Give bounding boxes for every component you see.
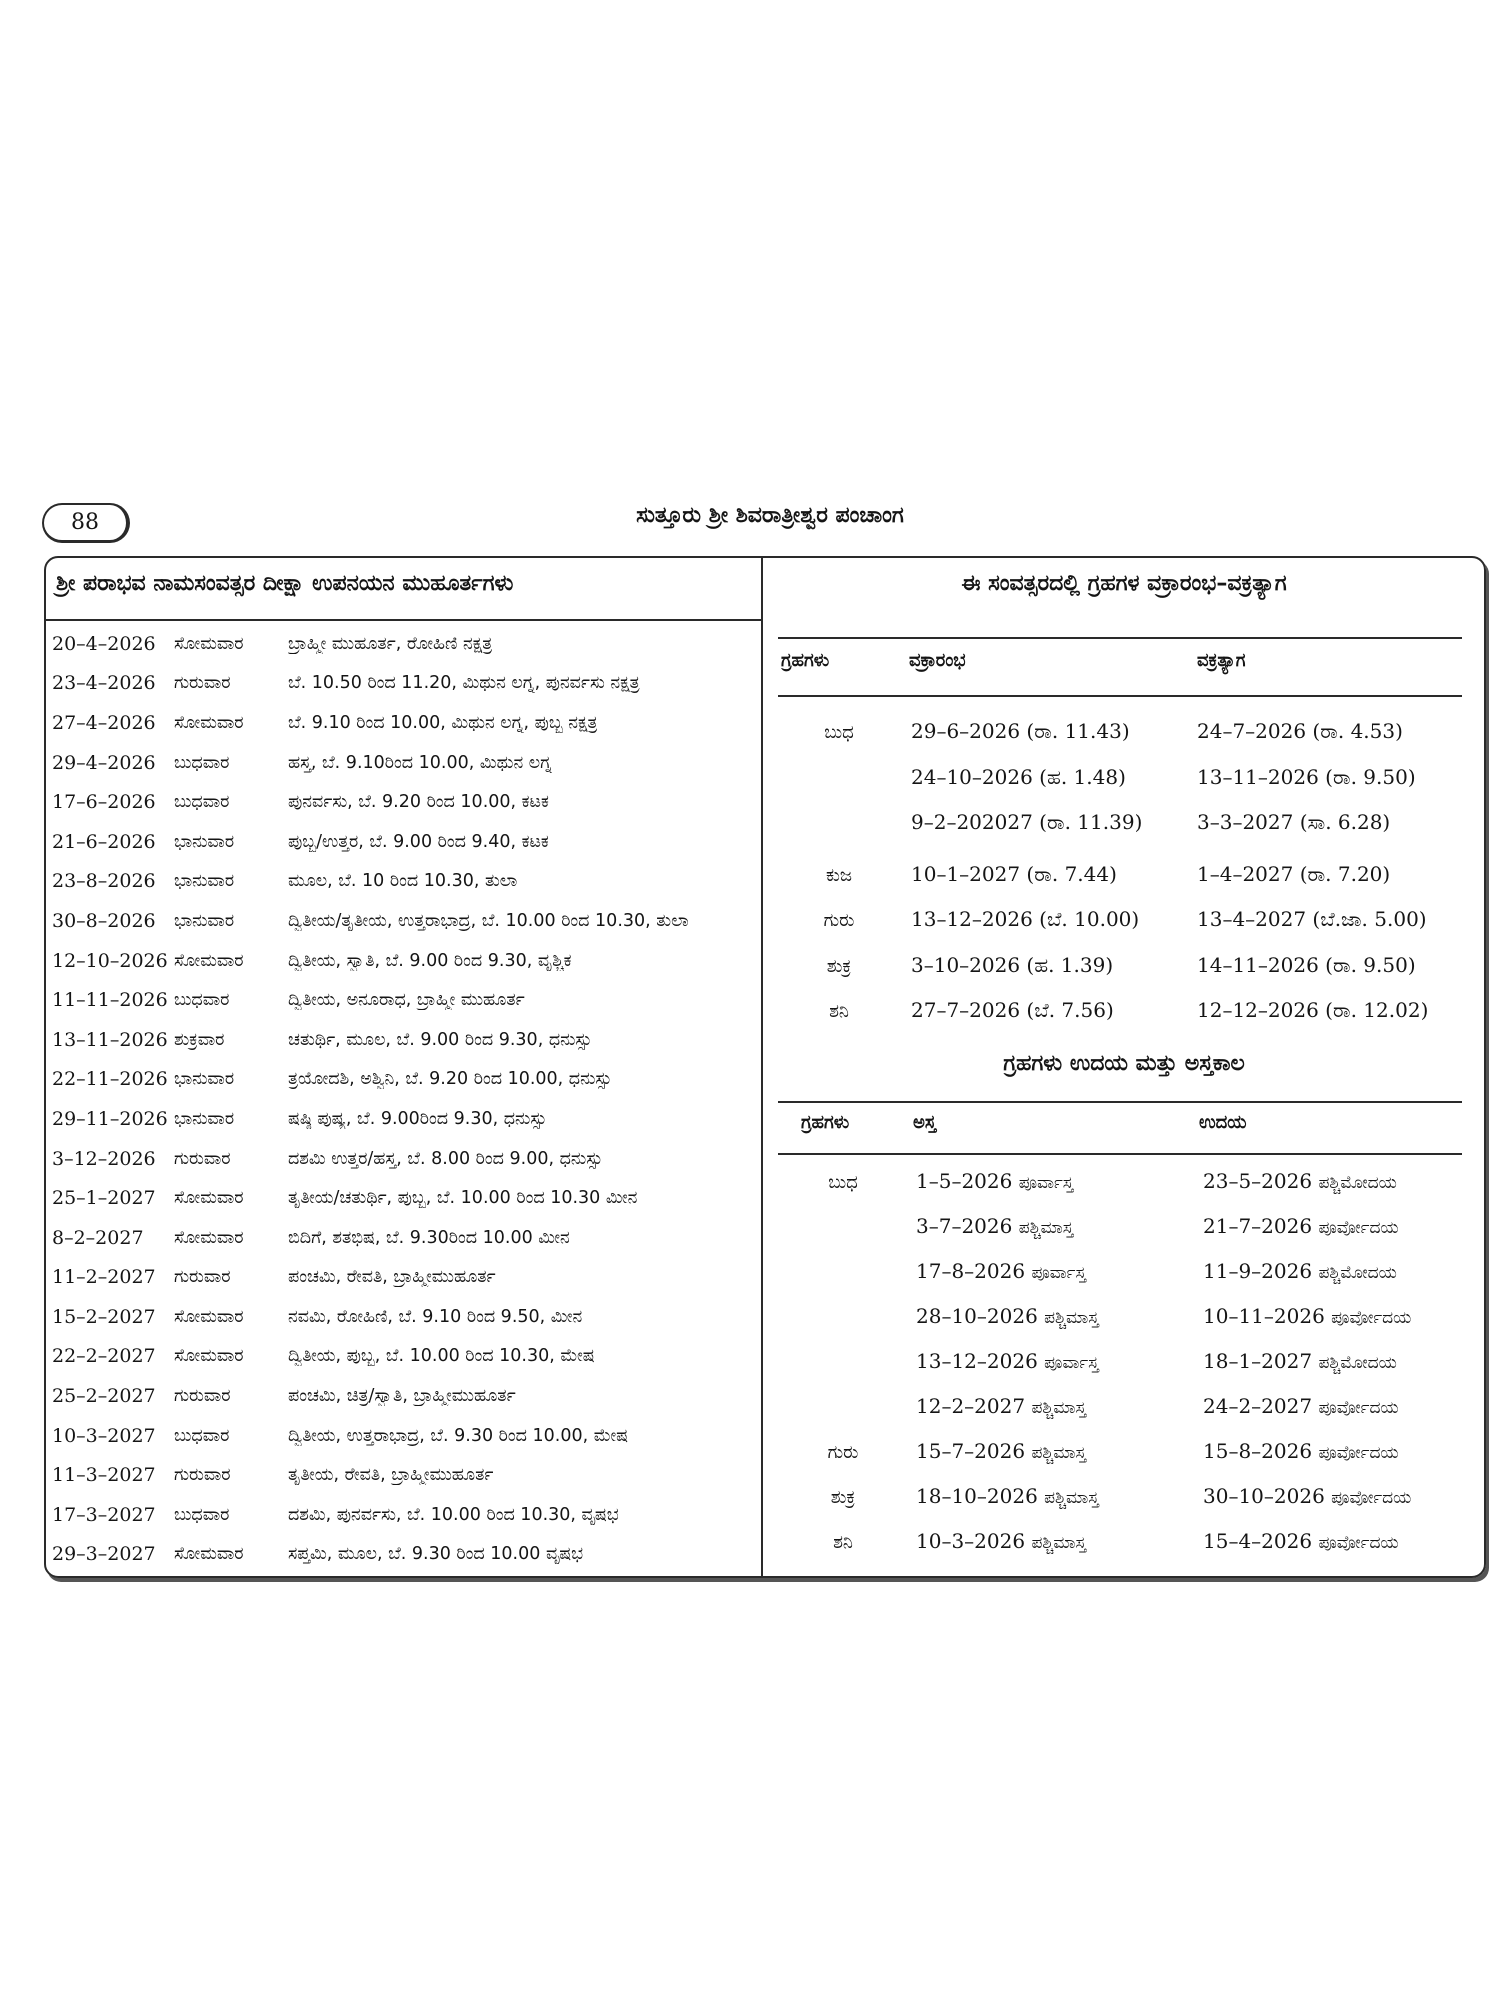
combustion-set (916, 1394, 1086, 1418)
combustion-rise-direction: ಪೂರ್ವೋದಯ (1331, 1308, 1412, 1328)
combustion-set (916, 1349, 1099, 1373)
muhurtha-day: ಭಾನುವಾರ (174, 871, 235, 892)
muhurtha-row (52, 1099, 758, 1139)
muhurtha-date: 23–8–2026 (52, 870, 156, 893)
combustion-rise-date: 15–4–2026 (1203, 1529, 1313, 1553)
muhurtha-row (52, 1139, 758, 1179)
retrograde-end: 13–11–2026 (ರಾ. 9.50) (1197, 765, 1416, 789)
combustion-set-direction: ಪಶ್ಚಿಮಾಸ್ತ (1031, 1533, 1086, 1553)
muhurtha-row (52, 1218, 758, 1258)
combustion-set-date: 17–8–2026 (916, 1259, 1026, 1283)
muhurtha-day: ಬುಧವಾರ (174, 990, 230, 1011)
muhurtha-day: ಸೋಮವಾರ (174, 1227, 244, 1248)
combustion-set (916, 1304, 1099, 1328)
muhurtha-date: 29–11–2026 (52, 1107, 168, 1130)
retrograde-title: ಈ ಸಂವತ್ಸರದಲ್ಲಿ ಗ್ರಹಗಳ ವಕ್ರಾರಂಭ–ವಕ್ರತ್ಯಾಗ (961, 571, 1287, 596)
muhurtha-day: ಬುಧವಾರ (174, 792, 230, 813)
muhurtha-date: 22–11–2026 (52, 1068, 168, 1091)
combustion-header-rule-bottom (778, 1153, 1462, 1155)
combustion-col-planet: ಗ್ರಹಗಳು (801, 1112, 850, 1133)
combustion-rise-date: 18–1–2027 (1203, 1349, 1313, 1373)
muhurtha-day: ಸೋಮವಾರ (174, 1188, 244, 1209)
muhurtha-detail: ತೃತೀಯ/ಚತುರ್ಥಿ, ಪುಬ್ಬ, ಬೆ. 10.00 ರಿಂದ 10.30 ಮೀನ (288, 1188, 638, 1209)
muhurtha-detail: ಪಂಚಮಿ, ಚಿತ್ರ/ಸ್ವಾತಿ, ಬ್ರಾಹ್ಮೀಮುಹೂರ್ತ (288, 1386, 516, 1407)
muhurtha-row (52, 941, 758, 981)
combustion-rise (1203, 1484, 1411, 1508)
muhurtha-row (52, 624, 758, 664)
retrograde-header-rule-top (778, 637, 1462, 639)
muhurtha-date: 25–2–2027 (52, 1385, 156, 1408)
muhurtha-row (52, 1455, 758, 1495)
muhurtha-row (52, 1060, 758, 1100)
combustion-rise (1203, 1394, 1399, 1418)
combustion-rise-direction: ಪೂರ್ವೋದಯ (1318, 1533, 1399, 1553)
combustion-set-direction: ಪಶ್ಚಿಮಾಸ್ತ (1031, 1443, 1086, 1463)
combustion-rise-date: 21–7–2026 (1203, 1214, 1313, 1238)
combustion-set-direction: ಪಶ್ಚಿಮಾಸ್ತ (1031, 1398, 1086, 1418)
muhurtha-detail: ದ್ವಿತೀಯ, ಉತ್ತರಾಭಾದ್ರ, ಬೆ. 9.30 ರಿಂದ 10.00, ಮೇಷ (288, 1425, 629, 1446)
muhurtha-day: ಬುಧವಾರ (174, 1425, 230, 1446)
muhurtha-date: 23–4–2026 (52, 672, 156, 695)
muhurtha-date: 3–12–2026 (52, 1147, 156, 1170)
combustion-rise (1203, 1439, 1399, 1463)
muhurtha-row (52, 1535, 758, 1575)
muhurtha-row (52, 822, 758, 862)
retrograde-start: 10–1–2027 (ರಾ. 7.44) (911, 862, 1117, 886)
muhurtha-detail: ದ್ವಿತೀಯ/ತೃತೀಯ, ಉತ್ತರಾಭಾದ್ರ, ಬೆ. 10.00 ರಿಂದ 10.30, ತುಲಾ (288, 910, 689, 931)
muhurtha-day: ಶುಕ್ರವಾರ (174, 1029, 225, 1050)
muhurtha-row (52, 664, 758, 704)
retrograde-header-rule-bottom (778, 695, 1462, 697)
combustion-planet: ಶುಕ್ರ (830, 1487, 856, 1508)
combustion-rise-date: 15–8–2026 (1203, 1439, 1313, 1463)
muhurtha-row (52, 743, 758, 783)
muhurtha-row (52, 1258, 758, 1298)
muhurtha-detail: ತೃತೀಯ, ರೇವತಿ, ಬ್ರಾಹ್ಮೀಮುಹೂರ್ತ (288, 1465, 494, 1486)
muhurtha-day: ಭಾನುವಾರ (174, 1069, 235, 1090)
combustion-rise-direction: ಪೂರ್ವೋದಯ (1318, 1218, 1399, 1238)
combustion-rise-date: 11–9–2026 (1203, 1259, 1313, 1283)
muhurtha-day: ಸೋಮವಾರ (174, 1544, 244, 1565)
muhurtha-day: ಬುಧವಾರ (174, 752, 230, 773)
muhurtha-detail: ದಶಮಿ ಉತ್ತರ/ಹಸ್ತ, ಬೆ. 8.00 ರಿಂದ 9.00, ಧನುಸ್ಸು (288, 1148, 603, 1169)
muhurtha-date: 17–6–2026 (52, 791, 156, 814)
combustion-set (916, 1484, 1099, 1508)
muhurtha-row (52, 703, 758, 743)
combustion-set (916, 1439, 1086, 1463)
combustion-rise (1203, 1349, 1397, 1373)
combustion-rise (1203, 1259, 1397, 1283)
combustion-rise-date: 23–5–2026 (1203, 1169, 1313, 1193)
muhurtha-date: 15–2–2027 (52, 1305, 156, 1328)
retrograde-col-start: ವಕ್ರಾರಂಭ (909, 650, 966, 671)
muhurtha-row (52, 1376, 758, 1416)
muhurtha-detail: ಬಿದಿಗೆ, ಶತಭಿಷ, ಬೆ. 9.30ರಿಂದ 10.00 ಮೀನ (288, 1227, 570, 1248)
title-rule (46, 619, 761, 621)
retrograde-planet: ಗುರು (823, 910, 855, 931)
retrograde-planet: ಶನಿ (829, 1001, 849, 1022)
muhurtha-date: 21–6–2026 (52, 830, 156, 853)
muhurtha-date: 27–4–2026 (52, 711, 156, 734)
muhurtha-detail: ಷಷ್ಠಿ ಪುಷ್ಯ, ಬೆ. 9.00ರಿಂದ 9.30, ಧನುಸ್ಸು (288, 1108, 547, 1129)
combustion-set-direction: ಪೂರ್ವಾಸ್ತ (1044, 1353, 1099, 1373)
combustion-set-date: 3–7–2026 (916, 1214, 1013, 1238)
retrograde-end: 1–4–2027 (ರಾ. 7.20) (1197, 862, 1391, 886)
retrograde-col-planet: ಗ್ರಹಗಳು (781, 650, 830, 671)
muhurtha-day: ಭಾನುವಾರ (174, 1108, 235, 1129)
retrograde-start: 27–7–2026 (ಬೆ. 7.56) (911, 998, 1114, 1022)
column-divider (761, 558, 763, 1576)
muhurtha-detail: ಪಂಚಮಿ, ರೇವತಿ, ಬ್ರಾಹ್ಮೀಮುಹೂರ್ತ (288, 1267, 496, 1288)
combustion-rise (1203, 1169, 1397, 1193)
retrograde-col-end: ವಕ್ರತ್ಯಾಗ (1197, 650, 1246, 671)
combustion-planet: ಶನಿ (833, 1532, 853, 1553)
muhurtha-row (52, 1495, 758, 1535)
muhurtha-day: ಭಾನುವಾರ (174, 831, 235, 852)
muhurtha-row (52, 1178, 758, 1218)
combustion-set-date: 1–5–2026 (916, 1169, 1013, 1193)
muhurtha-row (52, 1416, 758, 1456)
muhurtha-detail: ಪುನರ್ವಸು, ಬೆ. 9.20 ರಿಂದ 10.00, ಕಟಕ (288, 792, 549, 813)
muhurtha-date: 12–10–2026 (52, 949, 168, 972)
muhurtha-row (52, 980, 758, 1020)
muhurtha-day: ಗುರುವಾರ (174, 1148, 231, 1169)
retrograde-end: 24–7–2026 (ರಾ. 4.53) (1197, 719, 1403, 743)
retrograde-start: 24–10–2026 (ಹ. 1.48) (911, 765, 1126, 789)
retrograde-end: 12–12–2026 (ರಾ. 12.02) (1197, 998, 1429, 1022)
muhurtha-detail: ಪುಬ್ಬ/ಉತ್ತರ, ಬೆ. 9.00 ರಿಂದ 9.40, ಕಟಕ (288, 831, 549, 852)
retrograde-end: 13–4–2027 (ಬೆ.ಜಾ. 5.00) (1197, 907, 1427, 931)
muhurtha-date: 10–3–2027 (52, 1424, 156, 1447)
muhurtha-day: ಸೋಮವಾರ (174, 1346, 244, 1367)
combustion-set-date: 18–10–2026 (916, 1484, 1038, 1508)
combustion-set-date: 13–12–2026 (916, 1349, 1038, 1373)
combustion-set-date: 10–3–2026 (916, 1529, 1026, 1553)
combustion-rise (1203, 1214, 1399, 1238)
combustion-set-date: 12–2–2027 (916, 1394, 1026, 1418)
combustion-set-direction: ಪೂರ್ವಾಸ್ತ (1018, 1173, 1074, 1193)
muhurtha-date: 25–1–2027 (52, 1187, 156, 1210)
muhurtha-date: 17–3–2027 (52, 1503, 156, 1526)
muhurtha-day: ಗುರುವಾರ (174, 1386, 231, 1407)
muhurtha-detail: ಮೂಲ, ಬೆ. 10 ರಿಂದ 10.30, ತುಲಾ (288, 871, 518, 892)
combustion-planet: ಗುರು (827, 1442, 859, 1463)
muhurtha-detail: ಹಸ್ತ, ಬೆ. 9.10ರಿಂದ 10.00, ಮಿಥುನ ಲಗ್ನ (288, 752, 552, 773)
muhurtha-date: 11–11–2026 (52, 989, 168, 1012)
muhurtha-date: 13–11–2026 (52, 1028, 168, 1051)
muhurtha-detail: ಬ್ರಾಹ್ಮೀ ಮುಹೂರ್ತ, ರೋಹಿಣಿ ನಕ್ಷತ್ರ (288, 633, 493, 654)
muhurtha-date: 30–8–2026 (52, 909, 156, 932)
combustion-rise-direction: ಪಶ್ಚಿಮೋದಯ (1318, 1173, 1397, 1193)
running-title: ಸುತ್ತೂರು ಶ್ರೀ ಶಿವರಾತ್ರೀಶ್ವರ ಪಂಚಾಂಗ (636, 503, 904, 528)
muhurtha-detail: ಬೆ. 9.10 ರಿಂದ 10.00, ಮಿಥುನ ಲಗ್ನ, ಪುಬ್ಬ ನಕ್ಷತ್ರ (288, 712, 598, 733)
muhurtha-detail: ಬೆ. 10.50 ರಿಂದ 11.20, ಮಿಥುನ ಲಗ್ನ, ಪುನರ್ವಸು ನಕ್ಷತ್ರ (288, 673, 640, 694)
combustion-col-set: ಅಸ್ತ (913, 1112, 936, 1133)
muhurtha-detail: ಚತುರ್ಥಿ, ಮೂಲ, ಬೆ. 9.00 ರಿಂದ 9.30, ಧನುಸ್ಸು (288, 1029, 592, 1050)
combustion-set (916, 1259, 1086, 1283)
combustion-rise (1203, 1529, 1399, 1553)
combustion-set (916, 1169, 1073, 1193)
combustion-set (916, 1214, 1073, 1238)
muhurtha-detail: ದ್ವಿತೀಯ, ಸ್ವಾತಿ, ಬೆ. 9.00 ರಿಂದ 9.30, ವೃಶ್ಚಿಕ (288, 950, 572, 971)
combustion-rise-direction: ಪೂರ್ವೋದಯ (1331, 1488, 1412, 1508)
combustion-set-direction: ಪಶ್ಚಿಮಾಸ್ತ (1044, 1488, 1099, 1508)
muhurtha-title: ಶ್ರೀ ಪರಾಭವ ನಾಮಸಂವತ್ಸರ ದೀಕ್ಷಾ ಉಪನಯನ ಮುಹೂರ್ತಗಳು (56, 571, 514, 596)
muhurtha-day: ಸೋಮವಾರ (174, 712, 244, 733)
retrograde-start: 9–2–202027 (ರಾ. 11.39) (911, 810, 1143, 834)
retrograde-planet: ಶುಕ್ರ (826, 956, 852, 977)
retrograde-start: 3–10–2026 (ಹ. 1.39) (911, 953, 1114, 977)
muhurtha-detail: ತ್ರಯೋದಶಿ, ಅಶ್ವಿನಿ, ಬೆ. 9.20 ರಿಂದ 10.00, ಧನುಸ್ಸು (288, 1069, 612, 1090)
retrograde-end: 3–3–2027 (ಸಾ. 6.28) (1197, 810, 1391, 834)
muhurtha-day: ಬುಧವಾರ (174, 1504, 230, 1525)
muhurtha-row (52, 1337, 758, 1377)
combustion-header-rule-top (778, 1101, 1462, 1103)
muhurtha-day: ಭಾನುವಾರ (174, 910, 235, 931)
combustion-set-direction: ಪಶ್ಚಿಮಾಸ್ತ (1044, 1308, 1099, 1328)
muhurtha-date: 22–2–2027 (52, 1345, 156, 1368)
muhurtha-date: 29–3–2027 (52, 1543, 156, 1566)
combustion-rise-direction: ಪಶ್ಚಿಮೋದಯ (1318, 1263, 1397, 1283)
combustion-rise-date: 24–2–2027 (1203, 1394, 1313, 1418)
muhurtha-detail: ದಶಮಿ, ಪುನರ್ವಸು, ಬೆ. 10.00 ರಿಂದ 10.30, ವೃಷಭ (288, 1504, 619, 1525)
muhurtha-date: 11–3–2027 (52, 1464, 156, 1487)
combustion-col-rise: ಉದಯ (1199, 1112, 1247, 1133)
combustion-title: ಗ್ರಹಗಳು ಉದಯ ಮತ್ತು ಅಸ್ತಕಾಲ (1003, 1051, 1245, 1076)
muhurtha-day: ಸೋಮವಾರ (174, 1306, 244, 1327)
retrograde-end: 14–11–2026 (ರಾ. 9.50) (1197, 953, 1416, 977)
combustion-set (916, 1529, 1086, 1553)
muhurtha-detail: ನವಮಿ, ರೋಹಿಣಿ, ಬೆ. 9.10 ರಿಂದ 9.50, ಮೀನ (288, 1306, 583, 1327)
muhurtha-detail: ದ್ವಿತೀಯ, ಅನೂರಾಧ, ಬ್ರಾಹ್ಮೀ ಮುಹೂರ್ತ (288, 990, 525, 1011)
combustion-planet: ಬುಧ (828, 1172, 858, 1193)
retrograde-start: 29–6–2026 (ರಾ. 11.43) (911, 719, 1130, 743)
muhurtha-detail: ಸಪ್ತಮಿ, ಮೂಲ, ಬೆ. 9.30 ರಿಂದ 10.00 ವೃಷಭ (288, 1544, 584, 1565)
muhurtha-row (52, 782, 758, 822)
muhurtha-day: ಗುರುವಾರ (174, 1267, 231, 1288)
muhurtha-date: 29–4–2026 (52, 751, 156, 774)
combustion-set-direction: ಪಶ್ಚಿಮಾಸ್ತ (1018, 1218, 1074, 1238)
combustion-rise-date: 10–11–2026 (1203, 1304, 1325, 1328)
retrograde-planet: ಕುಜ (826, 865, 852, 886)
muhurtha-row (52, 901, 758, 941)
muhurtha-row (52, 1020, 758, 1060)
combustion-rise-direction: ಪೂರ್ವೋದಯ (1318, 1398, 1399, 1418)
muhurtha-day: ಗುರುವಾರ (174, 1465, 231, 1486)
page-number: 88 (42, 503, 130, 543)
muhurtha-detail: ದ್ವಿತೀಯ, ಪುಬ್ಬ, ಬೆ. 10.00 ರಿಂದ 10.30, ಮೇಷ (288, 1346, 595, 1367)
muhurtha-row (52, 1297, 758, 1337)
muhurtha-day: ಸೋಮವಾರ (174, 950, 244, 971)
retrograde-planet: ಬುಧ (824, 722, 854, 743)
muhurtha-day: ಸೋಮವಾರ (174, 633, 244, 654)
retrograde-start: 13–12–2026 (ಬೆ. 10.00) (911, 907, 1140, 931)
muhurtha-list (52, 624, 758, 1574)
combustion-rise-direction: ಪೂರ್ವೋದಯ (1318, 1443, 1399, 1463)
muhurtha-row (52, 862, 758, 902)
combustion-rise-direction: ಪಶ್ಚಿಮೋದಯ (1318, 1353, 1397, 1373)
combustion-rise (1203, 1304, 1411, 1328)
combustion-set-date: 15–7–2026 (916, 1439, 1026, 1463)
combustion-set-direction: ಪೂರ್ವಾಸ್ತ (1031, 1263, 1086, 1283)
muhurtha-date: 11–2–2027 (52, 1266, 156, 1289)
combustion-rise-date: 30–10–2026 (1203, 1484, 1325, 1508)
muhurtha-date: 20–4–2026 (52, 632, 156, 655)
combustion-set-date: 28–10–2026 (916, 1304, 1038, 1328)
muhurtha-day: ಗುರುವಾರ (174, 673, 231, 694)
muhurtha-date: 8–2–2027 (52, 1226, 144, 1249)
